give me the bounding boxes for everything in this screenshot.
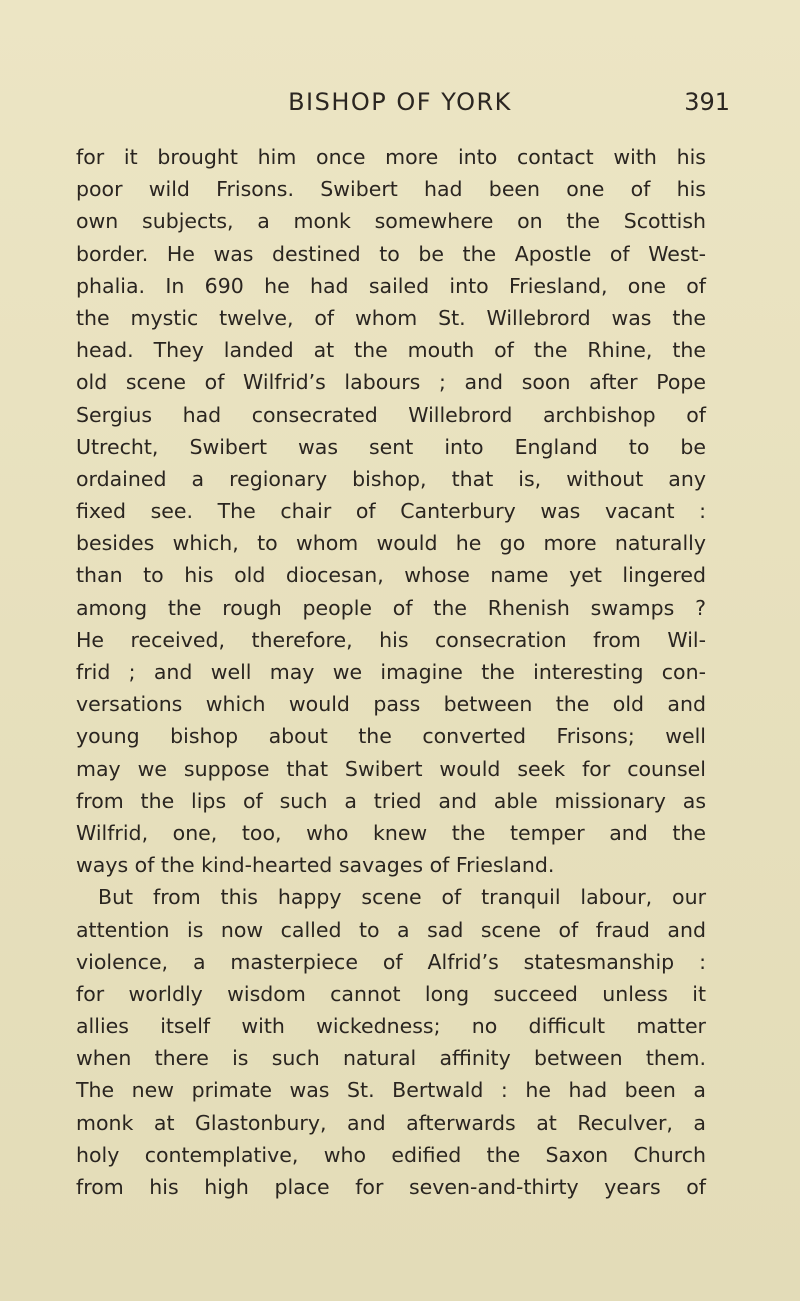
text-line: phalia. In 690 he had sailed into Friesland, one of <box>76 273 706 298</box>
text-line: He received, therefore, his consecration from Wil- <box>76 627 706 652</box>
text-line: Sergius had consecrated Willebrord archbishop of <box>76 402 706 427</box>
running-title: BISHOP OF YORK <box>288 88 512 116</box>
running-head <box>70 88 730 124</box>
text-line: ordained a regionary bishop, that is, without any <box>76 466 706 491</box>
text-line: when there is such natural affinity between them. <box>76 1046 706 1071</box>
text-line: the mystic twelve, of whom St. Willebrord was the <box>76 305 706 330</box>
text-line: from his high place for seven-and-thirty years of <box>76 1175 706 1199</box>
body-text <box>76 141 706 1203</box>
text-line: besides which, to whom would he go more naturally <box>76 531 706 556</box>
text-line: head. They landed at the mouth of the Rhine, the <box>76 338 706 363</box>
text-line: from the lips of such a tried and able missionary as <box>76 788 706 813</box>
text-line: Utrecht, Swibert was sent into England to be <box>76 434 706 459</box>
text-line: young bishop about the converted Frisons; well <box>76 724 706 749</box>
page-number: 391 <box>684 88 730 116</box>
text-line: for it brought him once more into contact with his <box>76 145 706 169</box>
text-line: allies itself with wickedness; no difficult matter <box>76 1014 706 1039</box>
text-line: fixed see. The chair of Canterbury was vacant : <box>76 499 706 524</box>
text-line: than to his old diocesan, whose name yet lingered <box>76 563 706 588</box>
text-line: own subjects, a monk somewhere on the Scottish <box>76 209 706 234</box>
text-line: The new primate was St. Bertwald : he had been a <box>76 1078 706 1103</box>
text-line: attention is now called to a sad scene of fraud and <box>76 917 706 942</box>
text-line: for worldly wisdom cannot long succeed unless it <box>76 981 706 1006</box>
text-line: monk at Glastonbury, and afterwards at Reculver, a <box>76 1110 706 1135</box>
text-line: frid ; and well may we imagine the interesting con- <box>76 660 706 684</box>
text-line: among the rough people of the Rhenish swamps ? <box>76 595 706 620</box>
text-line: ways of the kind-hearted savages of Friesland. <box>76 853 555 878</box>
text-line: violence, a masterpiece of Alfrid’s statesmanship : <box>76 949 706 974</box>
text-line: But from this happy scene of tranquil labour, our <box>98 885 706 910</box>
text-line: holy contemplative, who edified the Saxon Church <box>76 1142 706 1167</box>
text-line: may we suppose that Swibert would seek for counsel <box>76 756 706 781</box>
text-line: border. He was destined to be the Apostle of West- <box>76 241 706 266</box>
text-line: versations which would pass between the old and <box>76 692 706 717</box>
text-line: poor wild Frisons. Swibert had been one of his <box>76 177 706 202</box>
text-line: Wilfrid, one, too, who knew the temper and the <box>76 820 706 845</box>
text-line: old scene of Wilfrid’s labours ; and soon after Pope <box>76 370 706 395</box>
